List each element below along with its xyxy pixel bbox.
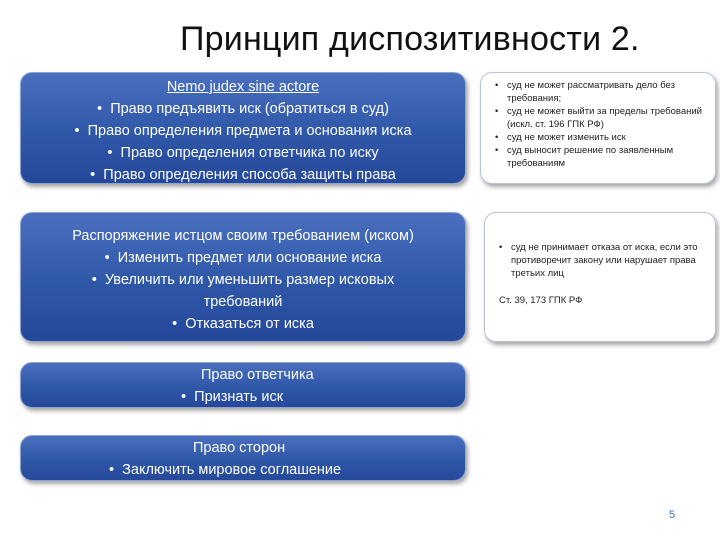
- box4-heading: Право сторон: [193, 440, 286, 456]
- note1-item: • суд не может рассматривать дело без требования;: [493, 79, 705, 105]
- box2-heading: Распоряжение истцом своим требованием (иском): [72, 228, 414, 244]
- box2-item: • Отказаться от иска: [21, 313, 465, 335]
- page-number: 5: [669, 509, 676, 521]
- parties-right-box: [20, 435, 466, 481]
- box1-heading: Nemo judex sine actore: [166, 79, 320, 95]
- waiver-note: [484, 212, 716, 342]
- box1-item: • Право определения ответчика по иску: [21, 142, 465, 164]
- defendant-right-box: [20, 362, 466, 408]
- box4-item: • Заключить мировое соглашение: [21, 459, 465, 481]
- nemo-judex-box: [20, 72, 466, 184]
- statute-reference: Ст. 39, 173 ГПК РФ: [499, 295, 583, 306]
- box3-heading: Право ответчика: [201, 367, 314, 383]
- box1-item: • Право предъявить иск (обратиться в суд): [21, 98, 465, 120]
- slide-title: Принцип диспозитивности 2.: [180, 20, 640, 58]
- box2-item: • Изменить предмет или основание иска: [21, 247, 465, 269]
- note2-item: • суд не принимает отказа от иска, если это противоречит закону или нарушает права третьих лиц: [497, 241, 703, 280]
- box1-item: • Право определения способа защиты права: [21, 164, 465, 186]
- note1-item: • суд не может выйти за пределы требований (искл. ст. 196 ГПК РФ): [493, 105, 705, 131]
- box2-item: • Увеличить или уменьшить размер исковых: [21, 269, 465, 291]
- box3-item: • Признать иск: [21, 386, 465, 408]
- court-limits-note: [480, 72, 716, 184]
- box2-item-continuation: требований: [203, 294, 283, 310]
- note1-item: • суд не может изменить иск: [493, 131, 705, 144]
- note1-item: • суд выносит решение по заявленным требованиям: [493, 144, 705, 170]
- box1-item: • Право определения предмета и основания иска: [21, 120, 465, 142]
- plaintiff-disposal-box: [20, 212, 466, 342]
